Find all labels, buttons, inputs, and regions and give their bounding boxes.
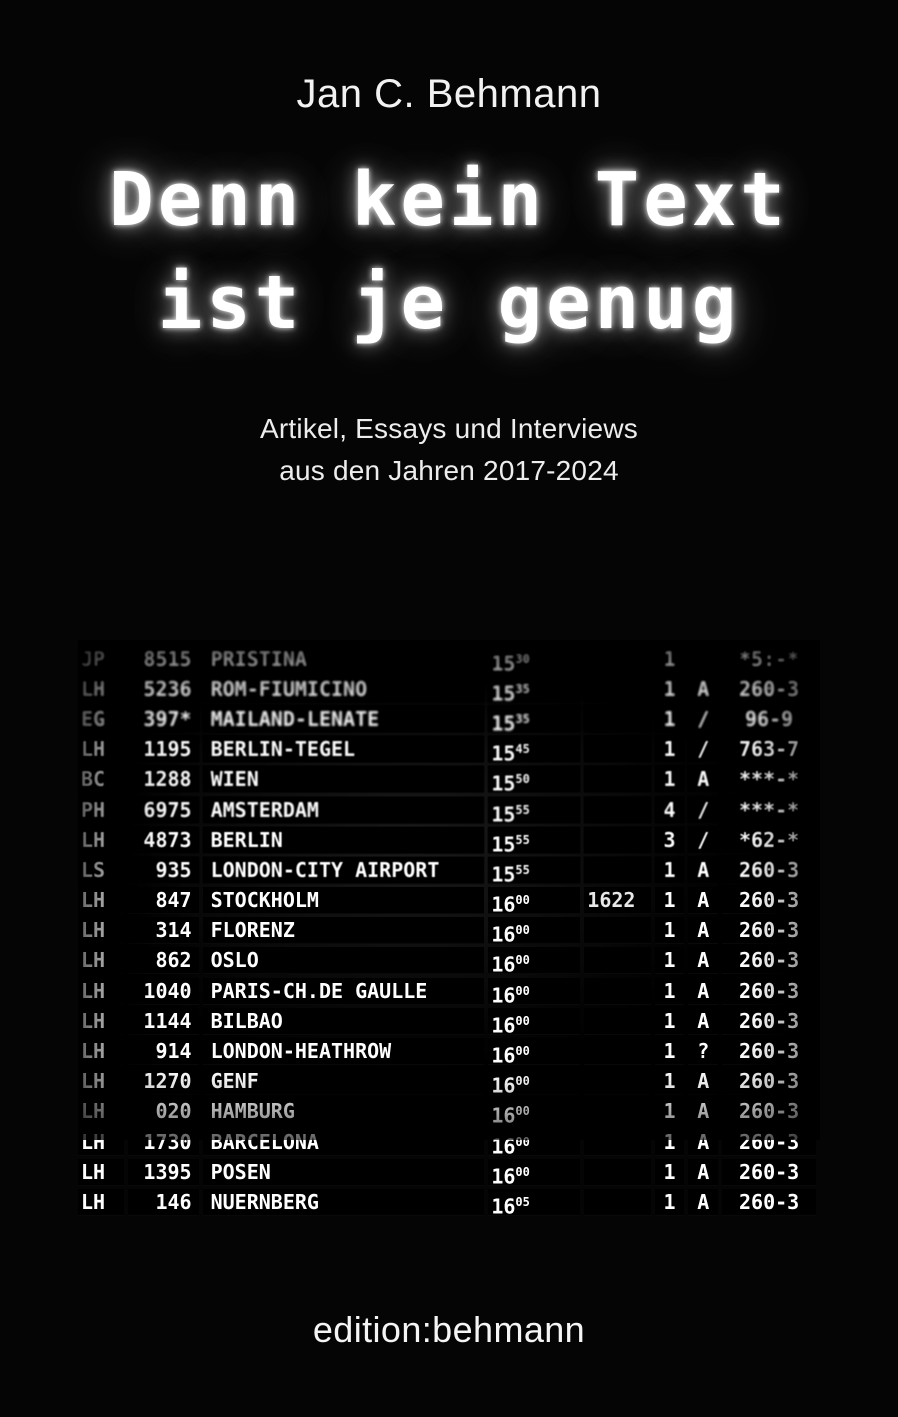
board-cell-gate: A xyxy=(688,676,718,703)
board-cell-terminal: 1 xyxy=(655,857,685,884)
board-cell-flight-number: 862 xyxy=(128,947,198,974)
board-cell-terminal: 1 xyxy=(655,1008,685,1035)
board-cell-baggage: *5:-* xyxy=(722,646,816,673)
board-cell-gate: A xyxy=(688,1129,718,1156)
board-cell-terminal: 1 xyxy=(655,1129,685,1156)
board-cell-airline: BC xyxy=(78,766,124,793)
book-subtitle xyxy=(0,408,898,492)
board-cell-gate: ? xyxy=(688,1038,718,1065)
board-cell-airline: LH xyxy=(78,978,124,1005)
board-cell-baggage: ***-* xyxy=(722,797,816,824)
board-cell-time-actual xyxy=(584,1189,650,1216)
board-cell-gate: A xyxy=(688,1159,718,1186)
board-cell-destination: NUERNBERG xyxy=(203,1189,485,1216)
board-cell-baggage: 260-3 xyxy=(722,1098,816,1125)
board-cell-time: $16^{00}$ xyxy=(488,887,580,914)
board-cell-terminal: 1 xyxy=(655,1068,685,1095)
board-cell-destination: FLORENZ xyxy=(203,917,485,944)
board-cell-time-actual xyxy=(584,857,650,884)
board-row xyxy=(78,886,820,916)
board-cell-gate: A xyxy=(688,978,718,1005)
board-cell-destination: AMSTERDAM xyxy=(203,797,485,824)
board-cell-terminal: 1 xyxy=(655,1098,685,1125)
board-cell-airline: LH xyxy=(78,1189,124,1216)
board-cell-baggage: 763-7 xyxy=(722,736,816,763)
board-cell-gate: A xyxy=(688,1098,718,1125)
board-cell-baggage: 260-3 xyxy=(722,1189,816,1216)
board-cell-airline: LH xyxy=(78,1159,124,1186)
board-cell-flight-number: 935 xyxy=(128,857,198,884)
board-cell-gate: A xyxy=(688,947,718,974)
board-cell-flight-number: 1144 xyxy=(128,1008,198,1035)
board-cell-time: $15^{35}$ xyxy=(488,676,580,703)
board-cell-airline: LH xyxy=(78,827,124,854)
board-cell-terminal: 3 xyxy=(655,827,685,854)
board-cell-time-actual xyxy=(584,646,650,673)
board-cell-terminal: 1 xyxy=(655,706,685,733)
board-cell-airline: LH xyxy=(78,947,124,974)
board-cell-time: $16^{00}$ xyxy=(488,1008,580,1035)
cover-photo-departure-board xyxy=(78,640,820,1219)
board-cell-time-actual xyxy=(584,736,650,763)
board-cell-destination: MAILAND-LENATE xyxy=(203,706,485,733)
board-cell-time: $15^{55}$ xyxy=(488,827,580,854)
board-cell-time: $16^{00}$ xyxy=(488,978,580,1005)
board-cell-time-actual xyxy=(584,1098,650,1125)
board-row xyxy=(78,1127,820,1157)
board-row xyxy=(78,916,820,946)
board-cell-baggage: 260-3 xyxy=(722,917,816,944)
board-cell-terminal: 4 xyxy=(655,797,685,824)
board-cell-airline: LH xyxy=(78,1068,124,1095)
board-cell-airline: JP xyxy=(78,646,124,673)
board-cell-time-actual xyxy=(584,1159,650,1186)
board-row xyxy=(78,674,820,704)
board-cell-airline: LH xyxy=(78,1129,124,1156)
board-cell-gate: A xyxy=(688,1008,718,1035)
board-cell-time: $15^{55}$ xyxy=(488,857,580,884)
board-cell-flight-number: 314 xyxy=(128,917,198,944)
board-cell-time-actual xyxy=(584,676,650,703)
board-cell-destination: ROM-FIUMICINO xyxy=(203,676,485,703)
board-cell-terminal: 1 xyxy=(655,676,685,703)
author-name: Jan C. Behmann xyxy=(296,72,602,116)
board-cell-time: $16^{00}$ xyxy=(488,917,580,944)
subtitle-line-2: aus den Jahren 2017-2024 xyxy=(279,455,619,486)
board-cell-time-actual xyxy=(584,1008,650,1035)
board-cell-flight-number: 1195 xyxy=(128,736,198,763)
board-row xyxy=(78,765,820,795)
title-line-2: ist je genug xyxy=(157,260,741,347)
board-row xyxy=(78,1067,820,1097)
board-row xyxy=(78,704,820,734)
board-cell-time: $16^{00}$ xyxy=(488,1159,580,1186)
board-cell-airline: LH xyxy=(78,1098,124,1125)
board-cell-baggage: 260-3 xyxy=(722,1068,816,1095)
board-cell-destination: HAMBURG xyxy=(203,1098,485,1125)
board-cell-terminal: 1 xyxy=(655,646,685,673)
board-cell-time-actual xyxy=(584,706,650,733)
board-cell-airline: LH xyxy=(78,887,124,914)
subtitle-line-1: Artikel, Essays und Interviews xyxy=(260,413,638,444)
board-cell-airline: LS xyxy=(78,857,124,884)
board-cell-terminal: 1 xyxy=(655,1159,685,1186)
board-cell-time: $15^{55}$ xyxy=(488,797,580,824)
board-cell-time-actual xyxy=(584,978,650,1005)
board-cell-destination: STOCKHOLM xyxy=(203,887,485,914)
board-row xyxy=(78,946,820,976)
board-cell-time-actual xyxy=(584,1068,650,1095)
board-cell-destination: BERLIN-TEGEL xyxy=(203,736,485,763)
board-cell-time: $16^{00}$ xyxy=(488,1098,580,1125)
board-cell-flight-number: 1395 xyxy=(128,1159,198,1186)
board-cell-baggage: 260-3 xyxy=(722,1159,816,1186)
board-cell-flight-number: 146 xyxy=(128,1189,198,1216)
board-cell-gate xyxy=(688,646,718,673)
board-cell-airline: PH xyxy=(78,797,124,824)
board-cell-time-actual xyxy=(584,917,650,944)
board-cell-flight-number: 914 xyxy=(128,1038,198,1065)
board-cell-baggage: 260-3 xyxy=(722,1129,816,1156)
board-cell-time: $16^{00}$ xyxy=(488,947,580,974)
board-cell-flight-number: 1730 xyxy=(128,1129,198,1156)
board-row xyxy=(78,1097,820,1127)
board-cell-airline: LH xyxy=(78,1008,124,1035)
board-row xyxy=(78,644,820,674)
board-cell-gate: / xyxy=(688,706,718,733)
board-cell-time: $15^{30}$ xyxy=(488,646,580,673)
board-cell-destination: GENF xyxy=(203,1068,485,1095)
board-cell-time-actual xyxy=(584,1129,650,1156)
board-cell-terminal: 1 xyxy=(655,947,685,974)
board-cell-flight-number: 847 xyxy=(128,887,198,914)
split-flap-board xyxy=(78,640,820,1219)
board-cell-time-actual xyxy=(584,1038,650,1065)
board-cell-flight-number: 4873 xyxy=(128,827,198,854)
board-cell-terminal: 1 xyxy=(655,887,685,914)
board-cell-destination: BERLIN xyxy=(203,827,485,854)
board-cell-baggage: 260-3 xyxy=(722,857,816,884)
board-cell-gate: / xyxy=(688,797,718,824)
board-cell-destination: LONDON-CITY AIRPORT xyxy=(203,857,485,884)
board-row xyxy=(78,735,820,765)
board-cell-time-actual xyxy=(584,797,650,824)
board-cell-baggage: 96-9 xyxy=(722,706,816,733)
board-cell-flight-number: 1040 xyxy=(128,978,198,1005)
board-cell-baggage: 260-3 xyxy=(722,947,816,974)
board-cell-flight-number: 020 xyxy=(128,1098,198,1125)
book-title xyxy=(0,158,898,346)
board-cell-baggage: 260-3 xyxy=(722,1008,816,1035)
board-cell-baggage: 260-3 xyxy=(722,676,816,703)
publisher-name: edition:behmann xyxy=(312,1309,586,1350)
board-row xyxy=(78,825,820,855)
board-cell-flight-number: 397* xyxy=(128,706,198,733)
board-cell-gate: A xyxy=(688,766,718,793)
board-cell-terminal: 1 xyxy=(655,1038,685,1065)
board-cell-time: $16^{05}$ xyxy=(488,1189,580,1216)
board-cell-gate: A xyxy=(688,857,718,884)
board-cell-gate: / xyxy=(688,736,718,763)
board-cell-terminal: 1 xyxy=(655,736,685,763)
board-cell-gate: A xyxy=(688,1068,718,1095)
board-cell-destination: PARIS-CH.DE GAULLE xyxy=(203,978,485,1005)
board-cell-time-actual: 1622 xyxy=(584,887,650,914)
board-cell-time: $16^{00}$ xyxy=(488,1068,580,1095)
board-row xyxy=(78,1157,820,1187)
board-cell-baggage: 260-3 xyxy=(722,1038,816,1065)
board-row xyxy=(78,976,820,1006)
board-cell-gate: A xyxy=(688,1189,718,1216)
board-cell-baggage: ***-* xyxy=(722,766,816,793)
board-cell-time: $15^{35}$ xyxy=(488,706,580,733)
board-cell-baggage: 260-3 xyxy=(722,887,816,914)
board-cell-destination: LONDON-HEATHROW xyxy=(203,1038,485,1065)
board-cell-destination: PRISTINA xyxy=(203,646,485,673)
board-cell-baggage: *62-* xyxy=(722,827,816,854)
board-row xyxy=(78,1006,820,1036)
board-cell-time: $16^{00}$ xyxy=(488,1038,580,1065)
board-cell-terminal: 1 xyxy=(655,766,685,793)
board-cell-flight-number: 5236 xyxy=(128,676,198,703)
board-cell-destination: OSLO xyxy=(203,947,485,974)
board-cell-destination: WIEN xyxy=(203,766,485,793)
board-cell-flight-number: 1288 xyxy=(128,766,198,793)
board-row xyxy=(78,855,820,885)
board-cell-airline: LH xyxy=(78,917,124,944)
board-cell-gate: / xyxy=(688,827,718,854)
board-cell-gate: A xyxy=(688,917,718,944)
board-cell-time-actual xyxy=(584,827,650,854)
board-cell-time-actual xyxy=(584,947,650,974)
board-cell-airline: EG xyxy=(78,706,124,733)
title-line-1: Denn kein Text xyxy=(109,157,789,243)
board-row xyxy=(78,1187,820,1217)
board-cell-flight-number: 8515 xyxy=(128,646,198,673)
board-cell-airline: LH xyxy=(78,676,124,703)
board-cell-baggage: 260-3 xyxy=(722,978,816,1005)
board-cell-flight-number: 1270 xyxy=(128,1068,198,1095)
board-cell-destination: POSEN xyxy=(203,1159,485,1186)
board-cell-destination: BILBAO xyxy=(203,1008,485,1035)
board-cell-time-actual xyxy=(584,766,650,793)
board-cell-airline: LH xyxy=(78,1038,124,1065)
board-cell-terminal: 1 xyxy=(655,1189,685,1216)
board-cell-time: $15^{50}$ xyxy=(488,766,580,793)
board-cell-destination: BARCELONA xyxy=(203,1129,485,1156)
board-cell-airline: LH xyxy=(78,736,124,763)
board-cell-gate: A xyxy=(688,887,718,914)
board-row xyxy=(78,795,820,825)
board-cell-time: $16^{00}$ xyxy=(488,1129,580,1156)
board-cell-terminal: 1 xyxy=(655,917,685,944)
board-cell-time: $15^{45}$ xyxy=(488,736,580,763)
board-row xyxy=(78,1036,820,1066)
board-cell-terminal: 1 xyxy=(655,978,685,1005)
board-cell-flight-number: 6975 xyxy=(128,797,198,824)
